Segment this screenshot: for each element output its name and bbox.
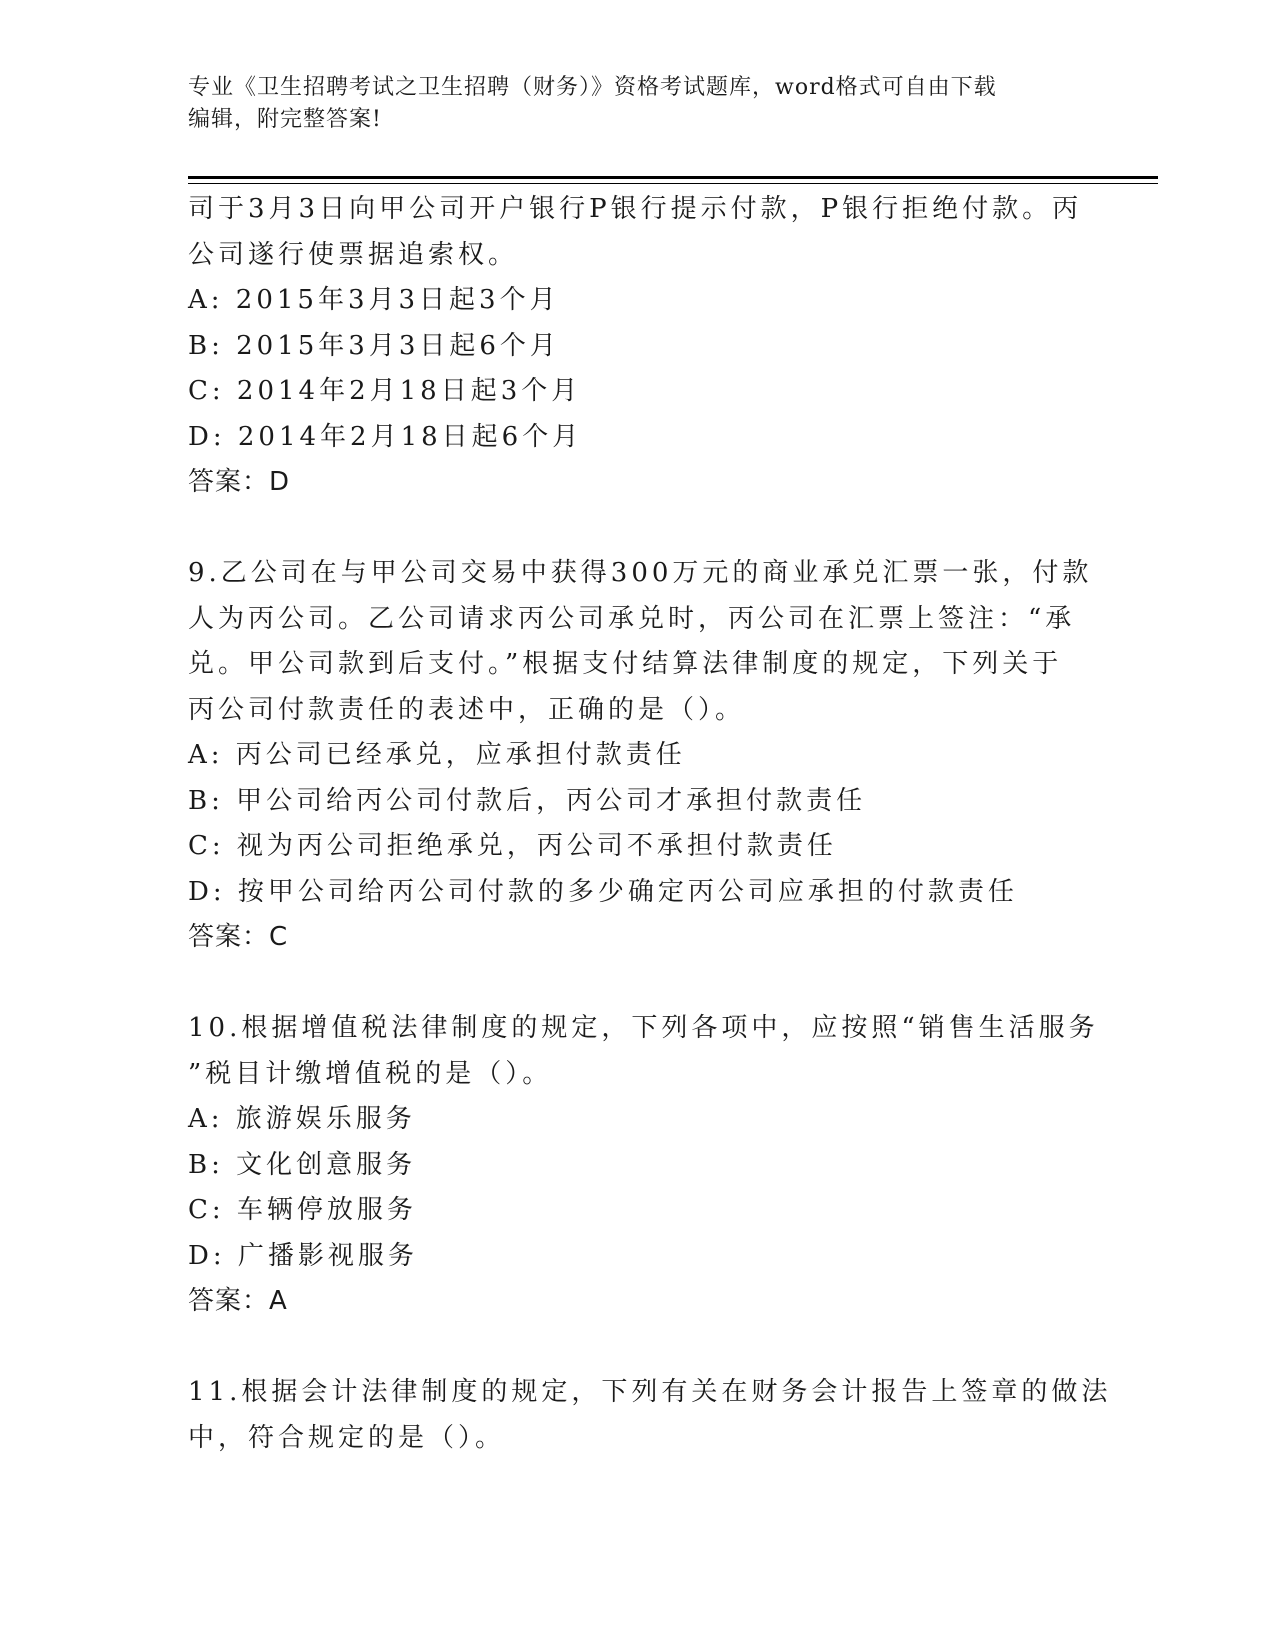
answer-label: 答案：A bbox=[188, 1286, 288, 1316]
header-rule-thick bbox=[188, 176, 1158, 179]
option-c: C: 车辆停放服务 bbox=[188, 1195, 417, 1225]
answer-label: 答案：C bbox=[188, 922, 289, 952]
spacer bbox=[188, 961, 1088, 1007]
header-line-1: 专业《卫生招聘考试之卫生招聘（财务）》资格考试题库，word格式可自由下载 bbox=[188, 75, 997, 100]
question-8-continued bbox=[188, 187, 1088, 506]
question-text-line: 10.根据增值税法律制度的规定，下列各项中，应按照“销售生活服务 bbox=[188, 1013, 1099, 1043]
option-b: B: 2015年3月3日起6个月 bbox=[188, 330, 560, 361]
option-b: B: 甲公司给丙公司付款后，丙公司才承担付款责任 bbox=[188, 785, 867, 816]
option-d: D: 按甲公司给丙公司付款的多少确定丙公司应承担的付款责任 bbox=[188, 876, 1018, 907]
question-text-line: 9.乙公司在与甲公司交易中获得300万元的商业承兑汇票一张，付款 bbox=[188, 558, 1093, 588]
question-text-line: 公司遂行使票据追索权。 bbox=[188, 239, 519, 270]
question-10 bbox=[188, 1006, 1099, 1325]
header-rule-thin bbox=[188, 183, 1158, 184]
option-d: D: 广播影视服务 bbox=[188, 1240, 418, 1271]
option-d: D: 2014年2月18日起6个月 bbox=[188, 421, 583, 452]
question-text-line: 中，符合规定的是（）。 bbox=[188, 1422, 506, 1453]
question-content bbox=[188, 187, 1112, 1461]
option-a: A: 旅游娱乐服务 bbox=[188, 1104, 416, 1134]
question-11 bbox=[188, 1370, 1112, 1461]
spacer bbox=[188, 506, 1088, 552]
question-text-line: 人为丙公司。乙公司请求丙公司承兑时，丙公司在汇票上签注：“承 bbox=[188, 603, 1076, 634]
option-a: A: 丙公司已经承兑，应承担付款责任 bbox=[188, 740, 686, 770]
answer-label: 答案：D bbox=[188, 467, 291, 497]
header-line-2: 编辑，附完整答案! bbox=[188, 107, 382, 132]
question-text-line: 丙公司付款责任的表述中，正确的是（）。 bbox=[188, 694, 746, 725]
page-header bbox=[188, 72, 1088, 136]
question-text-line: 司于3月3日向甲公司开户银行P银行提示付款，P银行拒绝付款。丙 bbox=[188, 194, 1083, 224]
question-text-line: 11.根据会计法律制度的规定，下列有关在财务会计报告上签章的做法 bbox=[188, 1377, 1112, 1407]
option-a: A: 2015年3月3日起3个月 bbox=[188, 285, 560, 315]
question-text-line: ”税目计缴增值税的是（）。 bbox=[188, 1058, 553, 1089]
question-text-line: 兑。甲公司款到后支付。”根据支付结算法律制度的规定，下列关于 bbox=[188, 649, 1063, 679]
question-9 bbox=[188, 551, 1093, 961]
option-b: B: 文化创意服务 bbox=[188, 1149, 417, 1180]
spacer bbox=[188, 1325, 1088, 1371]
option-c: C: 2014年2月18日起3个月 bbox=[188, 376, 582, 406]
option-c: C: 视为丙公司拒绝承兑，丙公司不承担付款责任 bbox=[188, 831, 837, 861]
